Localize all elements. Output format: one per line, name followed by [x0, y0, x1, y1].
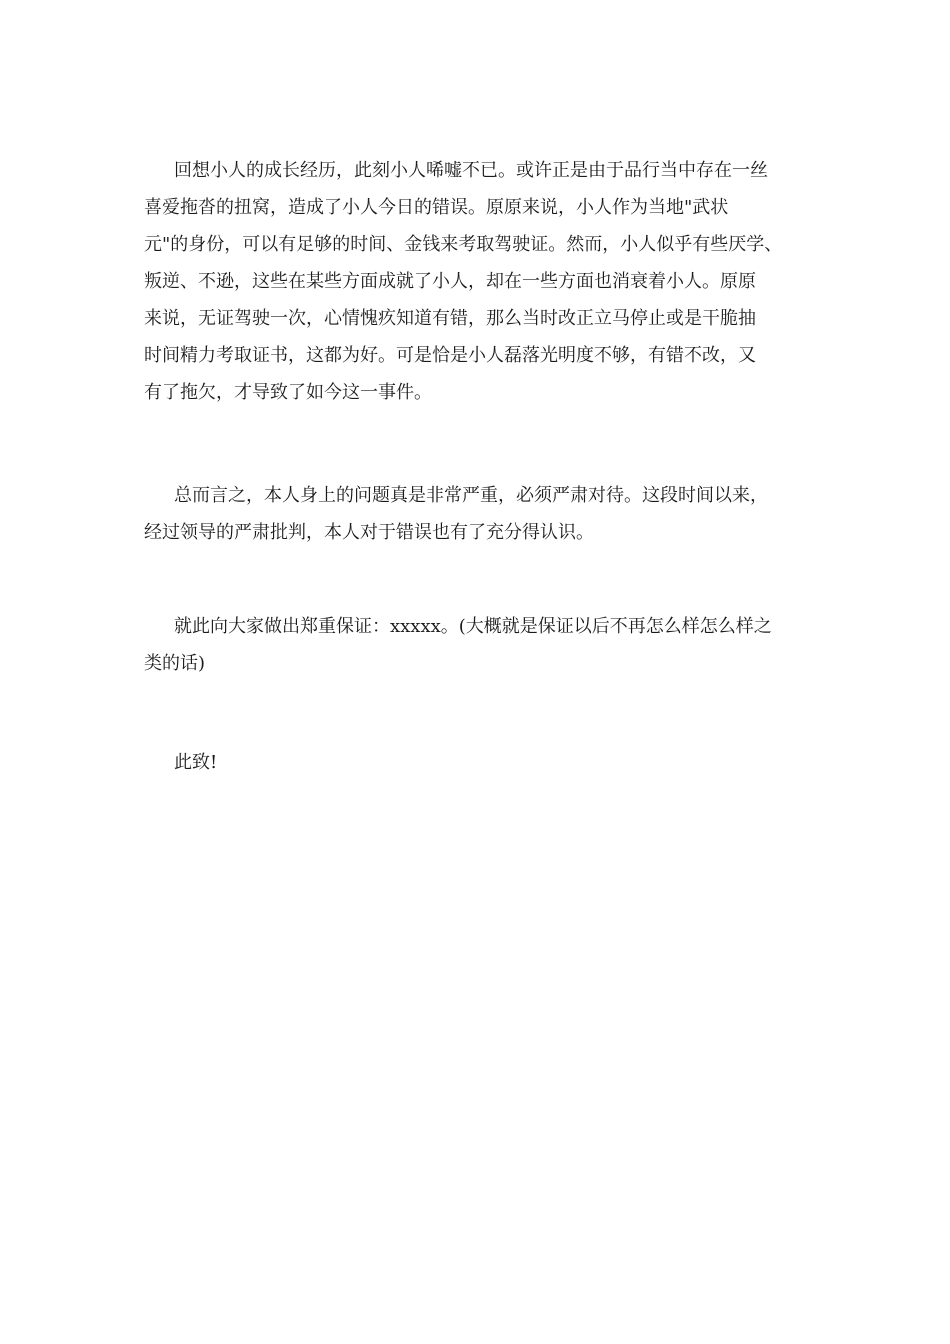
- text-line: 类的话): [144, 653, 206, 674]
- text-line: 经过领导的严肃批判，本人对于错误也有了充分得认识。: [144, 522, 594, 543]
- paragraph-pledge: [144, 608, 816, 682]
- paragraph-reflection: [144, 152, 816, 411]
- paragraph-spacer: [144, 682, 816, 744]
- text-line: 时间精力考取证书，这都为好。可是恰是小人磊落光明度不够，有错不改，又: [144, 345, 756, 366]
- closing-text: 此致!: [174, 752, 218, 773]
- text-line: 就此向大家做出郑重保证：xxxxx。(大概就是保证以后不再怎么样怎么样之: [174, 616, 772, 637]
- paragraph-spacer: [144, 411, 816, 477]
- text-line: 喜爱拖沓的扭窝，造成了小人今日的错误。原原来说，小人作为当地"武状: [144, 197, 729, 218]
- paragraph-summary: [144, 477, 816, 551]
- closing-salutation: [144, 744, 816, 781]
- text-line: 叛逆、不逊，这些在某些方面成就了小人，却在一些方面也消衰着小人。原原: [144, 271, 756, 292]
- text-line: 总而言之，本人身上的问题真是非常严重，必须严肃对待。这段时间以来，: [174, 485, 768, 506]
- document-body: [144, 152, 816, 781]
- text-line: 有了拖欠，才导致了如今这一事件。: [144, 382, 432, 403]
- text-line: 回想小人的成长经历，此刻小人唏嘘不已。或许正是由于品行当中存在一丝: [174, 160, 768, 181]
- text-line: 元"的身份，可以有足够的时间、金钱来考取驾驶证。然而，小人似乎有些厌学、: [144, 234, 783, 255]
- text-line: 来说，无证驾驶一次，心情愧疚知道有错，那么当时改正立马停止或是干脆抽: [144, 308, 756, 329]
- paragraph-spacer: [144, 551, 816, 608]
